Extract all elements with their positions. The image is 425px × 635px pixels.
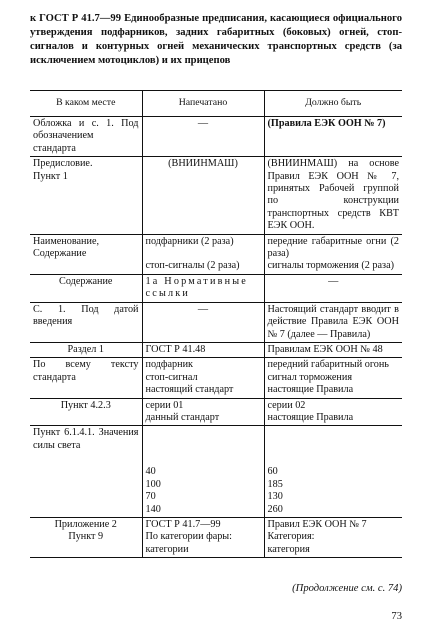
should-value: 185	[267, 478, 283, 490]
cell-should-be	[264, 517, 402, 557]
printed-line: серии 01	[145, 399, 184, 411]
place-line: Приложение 2	[54, 518, 117, 530]
header-should-be: Должно быть	[264, 91, 402, 117]
printed-line: настоящий стандарт	[145, 384, 234, 396]
cell-place: Обложка и с. 1. Под обозначением стандарта	[30, 117, 142, 157]
cell-place: Пункт 4.2.3	[30, 398, 142, 426]
cell-should-be: Настоящий стандарт вводит в действие Правила ЕЭК ООН № 7 (далее — Правила)	[264, 302, 402, 342]
place-line: Пункт 9	[68, 531, 104, 543]
cell-printed	[142, 358, 264, 398]
should-line: передний габаритный огонь	[267, 359, 389, 371]
cell-printed	[142, 517, 264, 557]
should-line: сигнал торможения	[267, 371, 352, 383]
table-row	[30, 398, 402, 426]
cell-should-be: Правилам ЕЭК ООН № 48	[264, 342, 402, 357]
cell-should-be: (ВНИИНМАШ) на основе Правил ЕЭК ООН № 7, принятых Рабочей группой по конструкции транспортных средств КВТ ЕЭК ООН.	[264, 157, 402, 234]
should-value: 260	[267, 503, 283, 515]
should-line: передние габаритные огни (2 раза)	[267, 235, 399, 260]
table-row	[30, 274, 402, 302]
cell-place: Содержание	[30, 274, 142, 302]
cell-place: Раздел 1	[30, 342, 142, 357]
page-number: 73	[391, 611, 402, 622]
cell-printed: —	[142, 302, 264, 342]
printed-line: данный стандарт	[145, 411, 220, 423]
table-row	[30, 157, 402, 234]
printed-value: 140	[145, 503, 161, 515]
table-header-row	[30, 91, 402, 117]
cell-printed	[142, 234, 264, 274]
should-value: 130	[267, 491, 283, 503]
printed-line: стоп-сигнал	[145, 371, 198, 383]
should-line: сигналы торможения (2 раза)	[267, 260, 394, 272]
cell-printed	[142, 426, 264, 518]
should-line: Правил ЕЭК ООН № 7	[267, 518, 367, 530]
should-value: 60	[267, 466, 278, 478]
place-line: Предисловие.	[33, 158, 93, 170]
cell-place	[30, 157, 142, 234]
table-row	[30, 358, 402, 398]
should-line: настоящие Правила	[267, 384, 354, 396]
cell-place: С. 1. Под датой введения	[30, 302, 142, 342]
header-place: В каком месте	[30, 91, 142, 117]
printed-line: категории	[145, 543, 189, 555]
printed-value: 70	[145, 491, 156, 503]
cell-should-be	[264, 358, 402, 398]
cell-place	[30, 517, 142, 557]
table-row	[30, 517, 402, 557]
cell-printed	[142, 398, 264, 426]
should-line: серии 02	[267, 399, 306, 411]
printed-line: подфарник	[145, 359, 194, 371]
cell-place: Наименование, Содержание	[30, 234, 142, 274]
printed-value: 100	[145, 478, 161, 490]
should-line: категория	[267, 543, 310, 555]
header-printed: Напечатано	[142, 91, 264, 117]
printed-line: подфарники (2 раза)	[145, 235, 234, 247]
printed-line: По категории фары:	[145, 531, 232, 543]
should-line: настоящие Правила	[267, 411, 354, 423]
cell-place: Пункт 6.1.4.1. Значения силы света	[30, 426, 142, 518]
continuation-note: (Продолжение см. с. 74)	[292, 583, 402, 594]
printed-value: 40	[145, 466, 156, 478]
should-line: Категория:	[267, 531, 315, 543]
table-row	[30, 117, 402, 157]
printed-line: ГОСТ Р 41.7—99	[145, 518, 221, 530]
printed-line: стоп-сигналы (2 раза)	[145, 260, 240, 272]
cell-printed: 1а Нормативные ссылки	[142, 274, 264, 302]
cell-printed: (ВНИИНМАШ)	[142, 157, 264, 234]
table-row	[30, 234, 402, 274]
cell-should-be: —	[264, 274, 402, 302]
cell-should-be	[264, 234, 402, 274]
amendment-table	[30, 90, 402, 558]
place-line: Пункт 1	[33, 170, 68, 182]
cell-printed: —	[142, 117, 264, 157]
table-row	[30, 302, 402, 342]
cell-place: По всему тексту стандарта	[30, 358, 142, 398]
cell-should-be	[264, 398, 402, 426]
cell-should-be: (Правила ЕЭК ООН № 7)	[264, 117, 402, 157]
cell-printed: ГОСТ Р 41.48	[142, 342, 264, 357]
table-row	[30, 426, 402, 518]
table-row	[30, 342, 402, 357]
cell-should-be	[264, 426, 402, 518]
amendment-heading: к ГОСТ Р 41.7—99 Единообразные предписания, касающиеся официального утверждения подфарников, задних габаритных (боковых) огней, стоп-сигналов и контурных огней механических транспортных средств (за исключением мотоциклов) и их прицепов	[30, 13, 402, 66]
